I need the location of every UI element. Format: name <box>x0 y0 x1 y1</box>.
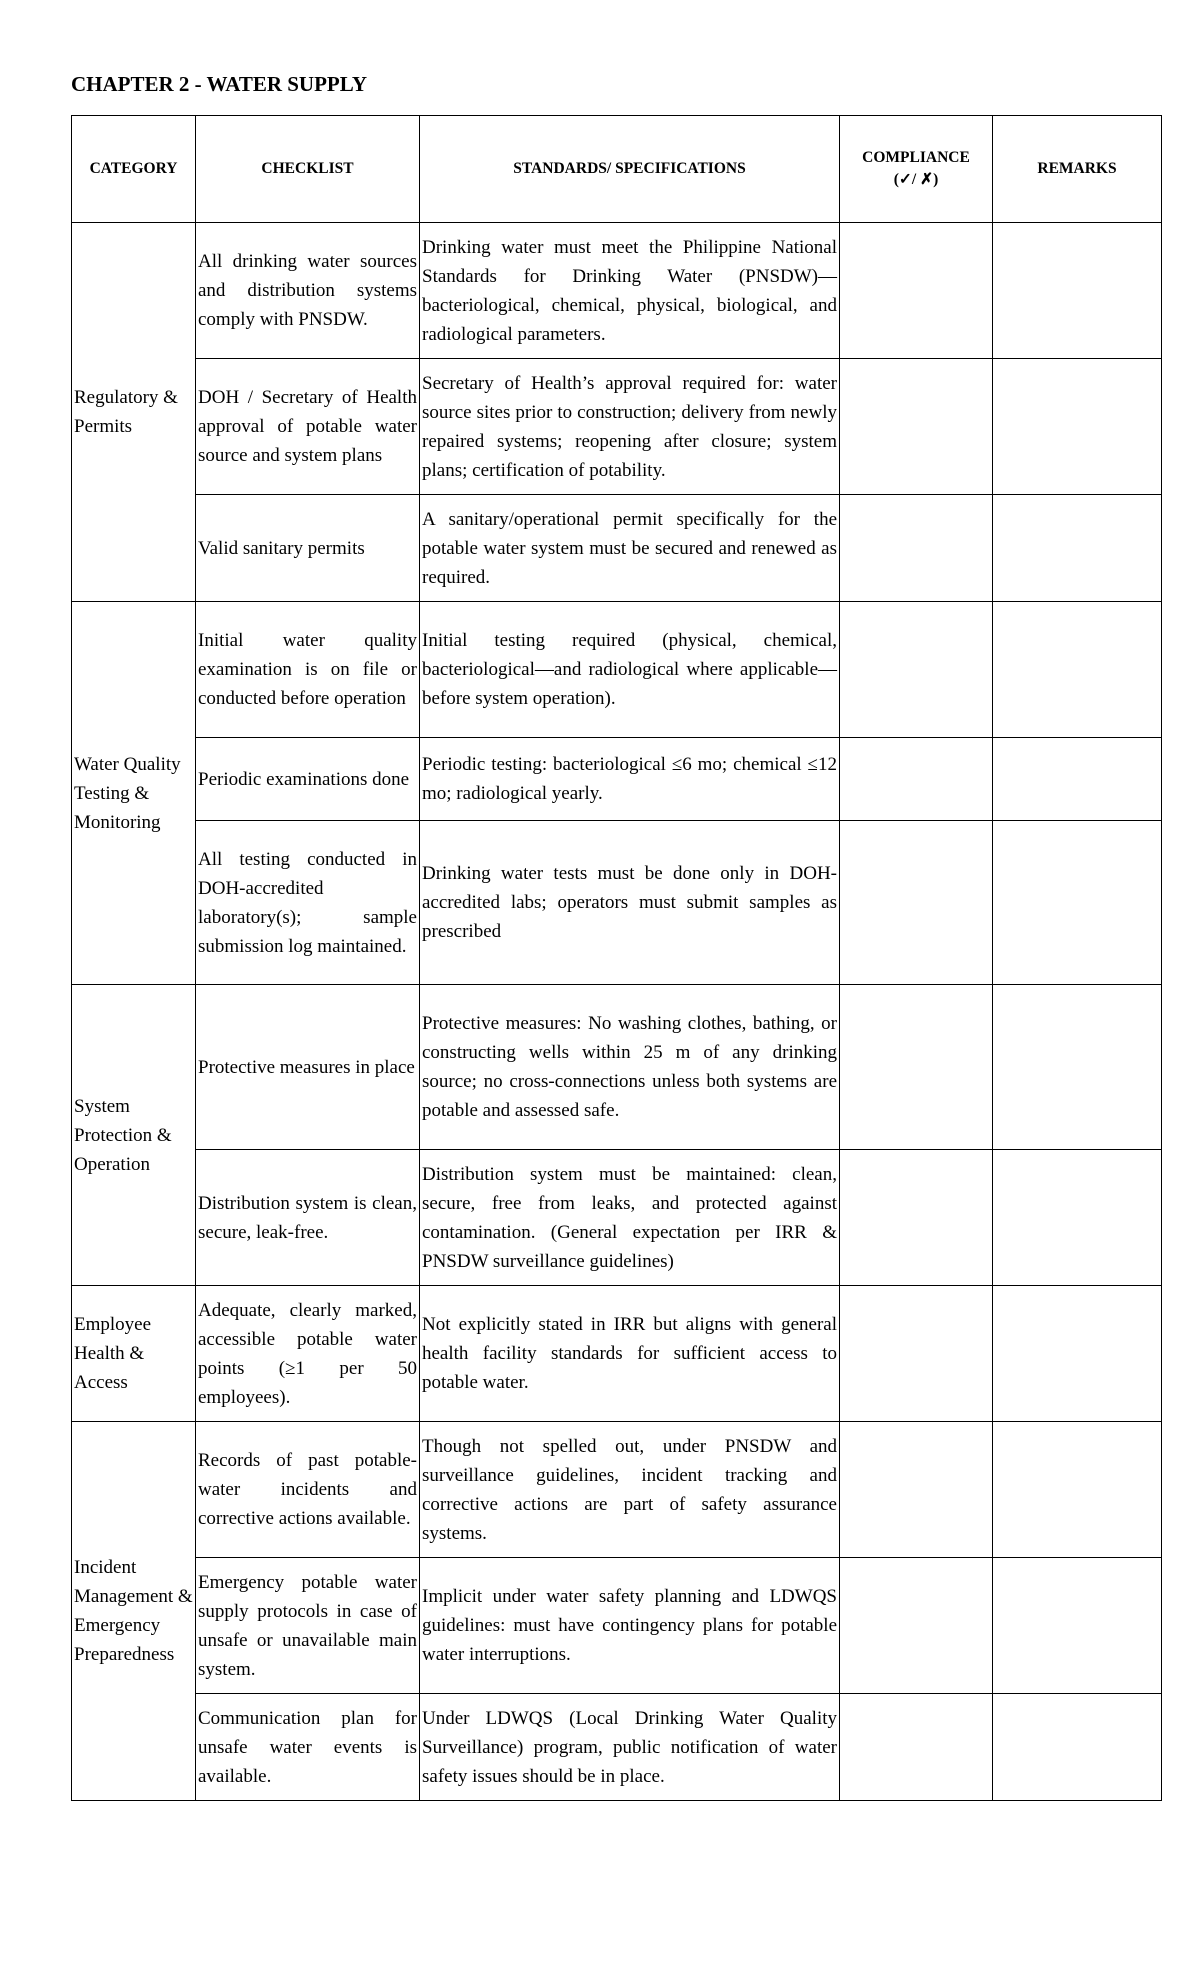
remarks-cell[interactable] <box>993 1286 1162 1422</box>
table-row <box>72 738 1162 821</box>
category-cell: Regulatory & Permits <box>72 223 196 602</box>
remarks-cell[interactable] <box>993 223 1162 359</box>
remarks-cell[interactable] <box>993 495 1162 602</box>
checklist-cell: Initial water quality examination is on file or conducted before operation <box>196 602 420 738</box>
water-supply-checklist-table <box>71 115 1162 1801</box>
remarks-cell[interactable] <box>993 1694 1162 1801</box>
compliance-header-symbols: (✓/ ✗) <box>893 171 939 188</box>
compliance-cell[interactable] <box>840 1286 993 1422</box>
standard-cell: Secretary of Health’s approval required for: water source sites prior to construction; delivery from newly repaired systems; reopening after closure; system plans; certification of potability. <box>420 359 840 495</box>
standard-cell: Protective measures: No washing clothes, bathing, or constructing wells within 25 m of any drinking source; no cross-connections unless both systems are potable and assessed safe. <box>420 985 840 1150</box>
table-row <box>72 1558 1162 1694</box>
standard-cell: Periodic testing: bacteriological ≤6 mo; chemical ≤12 mo; radiological yearly. <box>420 738 840 821</box>
remarks-cell[interactable] <box>993 1150 1162 1286</box>
table-row <box>72 359 1162 495</box>
compliance-cell[interactable] <box>840 985 993 1150</box>
chapter-title: CHAPTER 2 - WATER SUPPLY <box>71 72 367 96</box>
compliance-cell[interactable] <box>840 602 993 738</box>
compliance-cell[interactable] <box>840 223 993 359</box>
table-row <box>72 1694 1162 1801</box>
compliance-cell[interactable] <box>840 821 993 985</box>
standards-header: STANDARDS/ SPECIFICATIONS <box>420 116 840 223</box>
compliance-header <box>840 116 993 223</box>
standard-cell: Drinking water must meet the Philippine National Standards for Drinking Water (PNSDW)—bacteriological, chemical, physical, biological, and radiological parameters. <box>420 223 840 359</box>
table-row <box>72 1286 1162 1422</box>
checklist-cell: DOH / Secretary of Health approval of potable water source and system plans <box>196 359 420 495</box>
category-cell: Water Quality Testing & Monitoring <box>72 602 196 985</box>
checklist-cell: Communication plan for unsafe water events is available. <box>196 1694 420 1801</box>
remarks-cell[interactable] <box>993 1422 1162 1558</box>
remarks-header: REMARKS <box>993 116 1162 223</box>
remarks-cell[interactable] <box>993 738 1162 821</box>
table-row <box>72 1150 1162 1286</box>
compliance-cell[interactable] <box>840 359 993 495</box>
checklist-cell: Emergency potable water supply protocols in case of unsafe or unavailable main system. <box>196 1558 420 1694</box>
category-cell: Incident Management & Emergency Preparedness <box>72 1422 196 1801</box>
category-cell: Employee Health & Access <box>72 1286 196 1422</box>
remarks-cell[interactable] <box>993 1558 1162 1694</box>
category-cell: System Protection & Operation <box>72 985 196 1286</box>
compliance-cell[interactable] <box>840 495 993 602</box>
compliance-cell[interactable] <box>840 738 993 821</box>
table-row <box>72 985 1162 1150</box>
category-header: CATEGORY <box>72 116 196 223</box>
checklist-cell: Distribution system is clean, secure, leak-free. <box>196 1150 420 1286</box>
checklist-cell: Records of past potable-water incidents and corrective actions available. <box>196 1422 420 1558</box>
standard-cell: Not explicitly stated in IRR but aligns with general health facility standards for sufficient access to potable water. <box>420 1286 840 1422</box>
table-row <box>72 602 1162 738</box>
checklist-cell: Adequate, clearly marked, accessible potable water points (≥1 per 50 employees). <box>196 1286 420 1422</box>
header-row <box>72 116 1162 223</box>
compliance-cell[interactable] <box>840 1694 993 1801</box>
remarks-cell[interactable] <box>993 985 1162 1150</box>
standard-cell: Implicit under water safety planning and LDWQS guidelines: must have contingency plans for potable water interruptions. <box>420 1558 840 1694</box>
checklist-cell: Protective measures in place <box>196 985 420 1150</box>
standard-cell: Under LDWQS (Local Drinking Water Quality Surveillance) program, public notification of water safety issues should be in place. <box>420 1694 840 1801</box>
table-row <box>72 223 1162 359</box>
compliance-cell[interactable] <box>840 1558 993 1694</box>
standard-cell: A sanitary/operational permit specifically for the potable water system must be secured and renewed as required. <box>420 495 840 602</box>
standard-cell: Drinking water tests must be done only in DOH-accredited labs; operators must submit samples as prescribed <box>420 821 840 985</box>
table-row <box>72 495 1162 602</box>
table-row <box>72 821 1162 985</box>
checklist-cell: Periodic examinations done <box>196 738 420 821</box>
remarks-cell[interactable] <box>993 359 1162 495</box>
standard-cell: Initial testing required (physical, chemical, bacteriological—and radiological where applicable—before system operation). <box>420 602 840 738</box>
table-row <box>72 1422 1162 1558</box>
standard-cell: Though not spelled out, under PNSDW and surveillance guidelines, incident tracking and corrective actions are part of safety assurance systems. <box>420 1422 840 1558</box>
compliance-cell[interactable] <box>840 1422 993 1558</box>
standard-cell: Distribution system must be maintained: clean, secure, free from leaks, and protected against contamination. (General expectation per IRR & PNSDW surveillance guidelines) <box>420 1150 840 1286</box>
compliance-cell[interactable] <box>840 1150 993 1286</box>
checklist-cell: All testing conducted in DOH-accredited laboratory(s); sample submission log maintained. <box>196 821 420 985</box>
compliance-header-label: COMPLIANCE <box>862 149 970 166</box>
checklist-cell: All drinking water sources and distribution systems comply with PNSDW. <box>196 223 420 359</box>
remarks-cell[interactable] <box>993 821 1162 985</box>
checklist-header: CHECKLIST <box>196 116 420 223</box>
checklist-cell: Valid sanitary permits <box>196 495 420 602</box>
remarks-cell[interactable] <box>993 602 1162 738</box>
